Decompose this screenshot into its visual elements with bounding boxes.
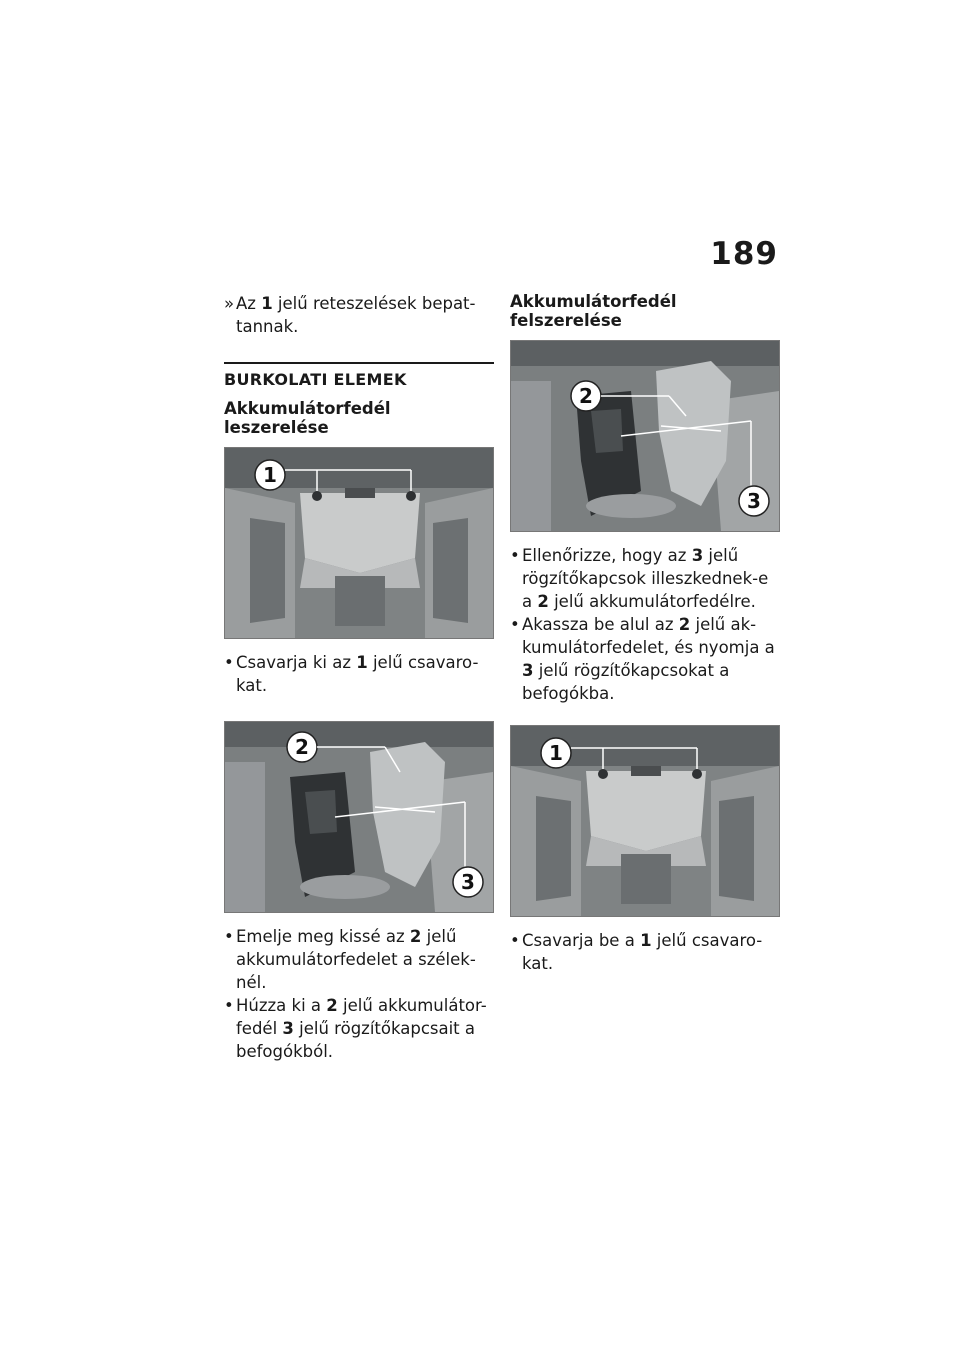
ref-number: 1 <box>261 294 273 313</box>
svg-text:1: 1 <box>263 463 277 487</box>
svg-text:3: 3 <box>461 870 475 894</box>
text: jelű rögzítőkapcsait a befogókból. <box>236 1019 476 1061</box>
text: jelű akkumulátor-fedél <box>236 996 487 1038</box>
step-list-item <box>224 651 494 697</box>
text: Csavarja ki az <box>236 653 357 672</box>
subsection-title: Akkumulátorfedél felszerelése <box>510 292 677 330</box>
text: jelű csavaro-kat. <box>236 653 479 695</box>
step-list-item <box>224 925 494 994</box>
ref-number: 2 <box>537 592 549 611</box>
text: Ellenőrizze, hogy az <box>522 546 692 565</box>
arrow-marker: » <box>224 294 235 313</box>
section-title: BURKOLATI ELEMEK <box>224 362 494 389</box>
text: Emelje meg kissé az <box>236 927 410 946</box>
ref-number: 2 <box>409 927 422 946</box>
svg-text:2: 2 <box>295 735 309 759</box>
right-column <box>510 292 780 975</box>
text: Húzza ki a <box>236 996 327 1015</box>
bullet-marker: • <box>510 931 520 950</box>
text: jelű csavaro-kat. <box>522 931 763 973</box>
ref-number: 3 <box>691 546 704 565</box>
figure-cover-front-screws <box>224 447 494 639</box>
text: jelű ak-kumulátorfedelet, és nyomja a <box>522 615 775 657</box>
bullet-marker: • <box>224 996 234 1015</box>
text: jelű akkumulátorfedelet a szélek-nél. <box>236 927 476 992</box>
left-column <box>224 292 494 1063</box>
step-list-item <box>510 929 780 975</box>
figure-cover-screws-install <box>510 725 780 917</box>
text: Akassza be alul az <box>522 615 679 634</box>
ref-number: 1 <box>356 653 368 672</box>
svg-text:3: 3 <box>747 489 761 513</box>
ref-number: 1 <box>640 931 652 950</box>
intro-list-item <box>224 292 494 338</box>
step-list-item <box>510 613 780 705</box>
svg-text:1: 1 <box>549 741 563 765</box>
ref-number: 3 <box>282 1019 294 1038</box>
text: Az <box>236 294 262 313</box>
bullet-marker: • <box>224 927 234 946</box>
bullet-marker: • <box>510 546 520 565</box>
page-number: 189 <box>710 236 778 272</box>
figure-cover-lifted <box>224 721 494 913</box>
text: Csavarja be a <box>522 931 641 950</box>
step-list-item <box>510 544 780 613</box>
ref-number: 3 <box>522 661 534 680</box>
figure-cover-install-hooks <box>510 340 780 532</box>
step-list-item <box>224 994 494 1063</box>
bullet-marker: • <box>510 615 520 634</box>
bullet-marker: • <box>224 653 234 672</box>
text: jelű rögzítőkapcsok illeszkednek-e a <box>522 546 769 611</box>
text: jelű reteszelések bepat-tannak. <box>236 294 476 336</box>
subsection-title: Akkumulátorfedél leszerelése <box>224 399 391 437</box>
ref-number: 2 <box>678 615 691 634</box>
text: jelű rögzítőkapcsokat a befogókba. <box>522 661 730 703</box>
ref-number: 2 <box>326 996 338 1015</box>
svg-text:2: 2 <box>579 384 593 408</box>
text: jelű akkumulátorfedélre. <box>548 592 756 611</box>
